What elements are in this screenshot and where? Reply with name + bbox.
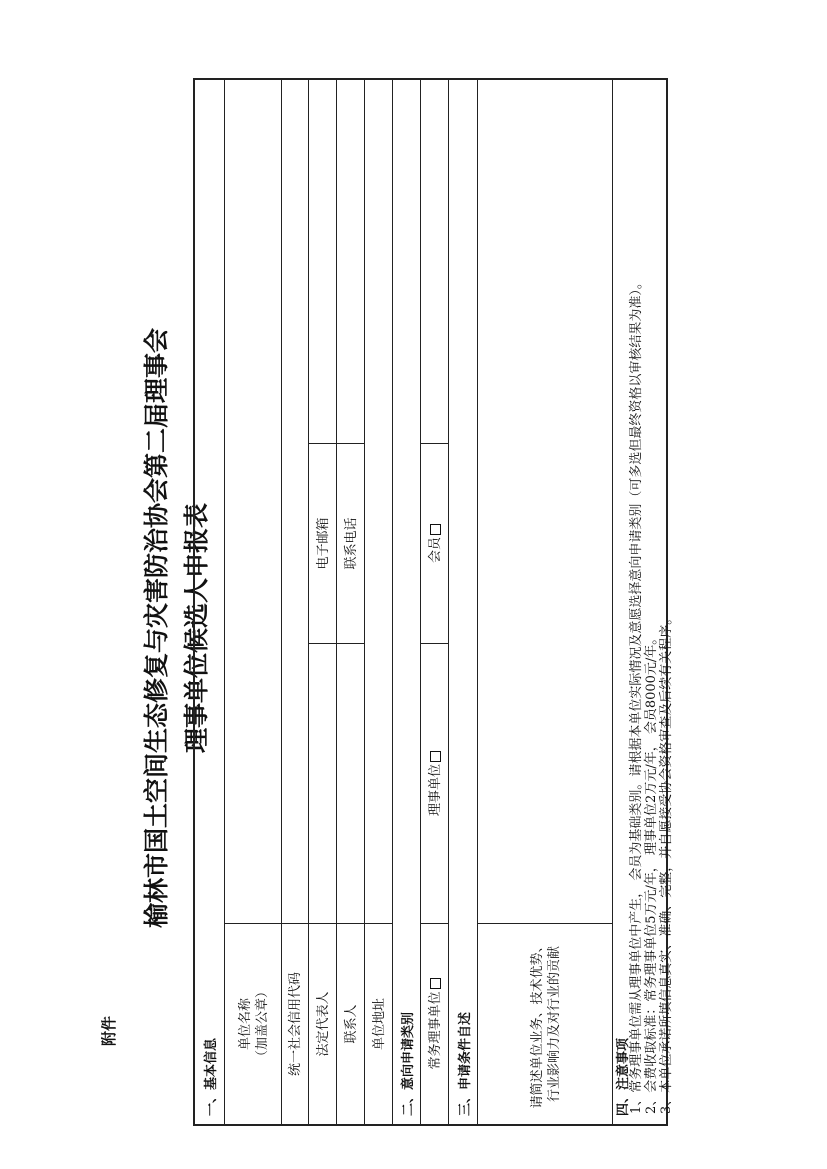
row-unit-name xyxy=(224,80,282,1124)
director-cell xyxy=(421,644,449,924)
standing-director-option[interactable] xyxy=(421,924,449,1124)
phone-field[interactable] xyxy=(337,80,365,444)
legal-rep-label: 法定代表人 xyxy=(315,991,331,1057)
section-intention-title: 二、意向申请类别 xyxy=(401,1011,416,1116)
member-checkbox[interactable] xyxy=(430,524,441,535)
contact-label: 联系人 xyxy=(343,1004,359,1044)
row-contact xyxy=(336,80,365,1124)
director-checkbox[interactable] xyxy=(430,751,441,762)
row-conditions xyxy=(477,80,613,1124)
section-intention xyxy=(392,80,420,1124)
director-option[interactable] xyxy=(421,644,449,923)
unit-name-text: 单位名称 xyxy=(237,998,253,1051)
conditions-field[interactable] xyxy=(478,314,613,924)
phone-label: 联系电话 xyxy=(343,517,359,570)
email-label-cell xyxy=(309,444,337,644)
address-label: 单位地址 xyxy=(371,998,387,1051)
section-conditions xyxy=(448,80,477,1124)
director-label: 理事单位 xyxy=(427,764,443,817)
row-credit-code xyxy=(281,80,309,1124)
member-cell xyxy=(421,444,449,644)
member-label: 会员 xyxy=(427,537,443,564)
form-table xyxy=(193,78,674,1126)
standing-director-checkbox[interactable] xyxy=(430,979,441,990)
phone-label-cell xyxy=(337,444,365,644)
row-intention-options xyxy=(420,80,449,1124)
title-line-2: 理事单位候选人申报表 xyxy=(182,503,211,754)
member-option[interactable] xyxy=(421,444,449,643)
conditions-prompt: 请简述单位业务、技术优势、行业影响力及对行业的贡献 xyxy=(529,939,562,1109)
section-notes xyxy=(612,80,629,1124)
email-field[interactable] xyxy=(309,80,337,444)
unit-name-field[interactable] xyxy=(225,80,282,924)
row-address xyxy=(364,80,393,1124)
note-item-3: 3、本单位承诺所填信息真实、准确、完整，并自愿接受协会资格审查及后续有关程序。 xyxy=(659,611,674,1114)
section-notes-title: 四、注意事项 xyxy=(615,1037,631,1116)
intention-empty-cell xyxy=(421,80,449,444)
note-item-1: 1、常务理事单位需从理事单位中产生， 会员为基础类别。请根据本单位实际情况及意愿选择意向申请类别（可多选但最终资格以审核结果为准）。 xyxy=(629,276,644,1114)
contact-field[interactable] xyxy=(337,644,365,924)
notes-content xyxy=(629,90,674,1114)
credit-code-field[interactable] xyxy=(282,80,309,924)
section-basic-info xyxy=(195,80,224,1124)
note-item-2: 2、会费收取标准：常务理事单位5万元/年， 理事单位2万元/年， 会员8000元/年。 xyxy=(644,631,659,1114)
standing-director-label: 常务理事单位 xyxy=(427,991,443,1070)
row-legal-rep xyxy=(308,80,337,1124)
section-basic-info-title: 一、基本信息 xyxy=(204,1037,219,1116)
email-label: 电子邮箱 xyxy=(315,517,331,570)
application-form xyxy=(193,78,674,1126)
unit-name-label xyxy=(225,924,282,1124)
legal-rep-field[interactable] xyxy=(309,644,337,924)
credit-code-label: 统一社会信用代码 xyxy=(288,972,303,1077)
section-conditions-title: 三、申请条件自述 xyxy=(457,1011,473,1116)
title-line-1: 榆林市国土空间生态修复与灾害防治协会第二届理事会 xyxy=(142,328,171,929)
address-field[interactable] xyxy=(365,80,393,924)
unit-name-note: （加盖公章） xyxy=(254,985,270,1064)
attachment-label: 附件 xyxy=(100,1015,118,1046)
